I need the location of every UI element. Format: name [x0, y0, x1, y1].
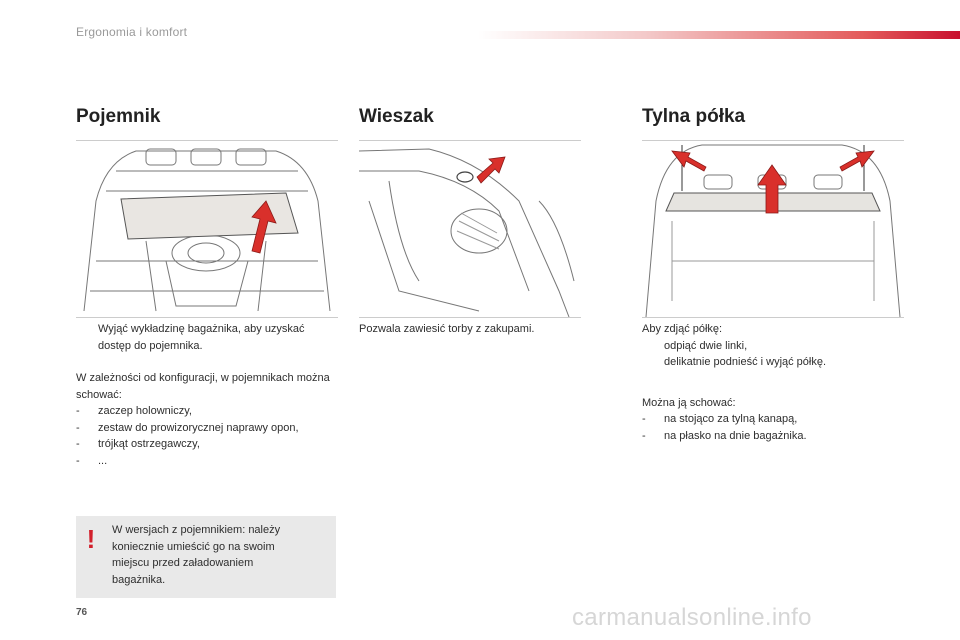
trunk-storage-illustration: [76, 140, 338, 318]
pojemnik-intro: W zależności od konfiguracji, w pojemnikach można schować:: [76, 372, 330, 401]
wieszak-text: Pozwala zawiesić torby z zakupami.: [359, 323, 535, 335]
wieszak-heading: Wieszak: [359, 106, 434, 127]
pojemnik-heading: Pojemnik: [76, 106, 161, 127]
pointer-arrow-icon: [477, 157, 505, 183]
list-item: - zaczep holowniczy,: [76, 405, 192, 417]
list-item: - ...: [76, 454, 108, 467]
tylna-polka-text: [642, 321, 904, 444]
tylna-polka-heading: Tylna półka: [642, 106, 746, 127]
warning-text: W wersjach z pojemnikiem: należy koniecznie umieścić go na swoim miejscu przed załadowaniem bagażnika.: [112, 524, 281, 586]
section-title: Ergonomia i komfort: [76, 25, 188, 39]
tylna-polka-intro2: Można ją schować:: [642, 396, 736, 409]
bag-hook-illustration: [359, 140, 581, 318]
list-item: - na płasko na dnie bagażnika.: [642, 429, 807, 442]
tylna-polka-intro: Aby zdjąć półkę:: [642, 323, 723, 335]
list-item: odpiąć dwie linki,: [664, 339, 748, 352]
arrow-left-icon: [672, 151, 706, 171]
list-item: delikatnie podnieść i wyjąć półkę.: [664, 356, 827, 368]
list-item: - zestaw do prowizorycznej naprawy opon,: [76, 421, 299, 434]
list-item: - trójkąt ostrzegawczy,: [76, 438, 200, 450]
pojemnik-text: [76, 321, 338, 469]
header-gradient-bar: [478, 31, 960, 39]
warning-box: [76, 516, 336, 598]
list-item: Wyjąć wykładzinę bagażnika, aby uzyskać dostęp do pojemnika.: [98, 323, 305, 352]
hook-icon: [457, 172, 473, 182]
rear-shelf-illustration: [642, 140, 904, 318]
watermark: carmanualsonline.info: [572, 604, 812, 631]
list-item: - na stojąco za tylną kanapą,: [642, 413, 798, 425]
exclamation-icon: !: [86, 524, 96, 554]
arrow-right-icon: [840, 151, 874, 171]
page-number: 76: [76, 607, 88, 618]
